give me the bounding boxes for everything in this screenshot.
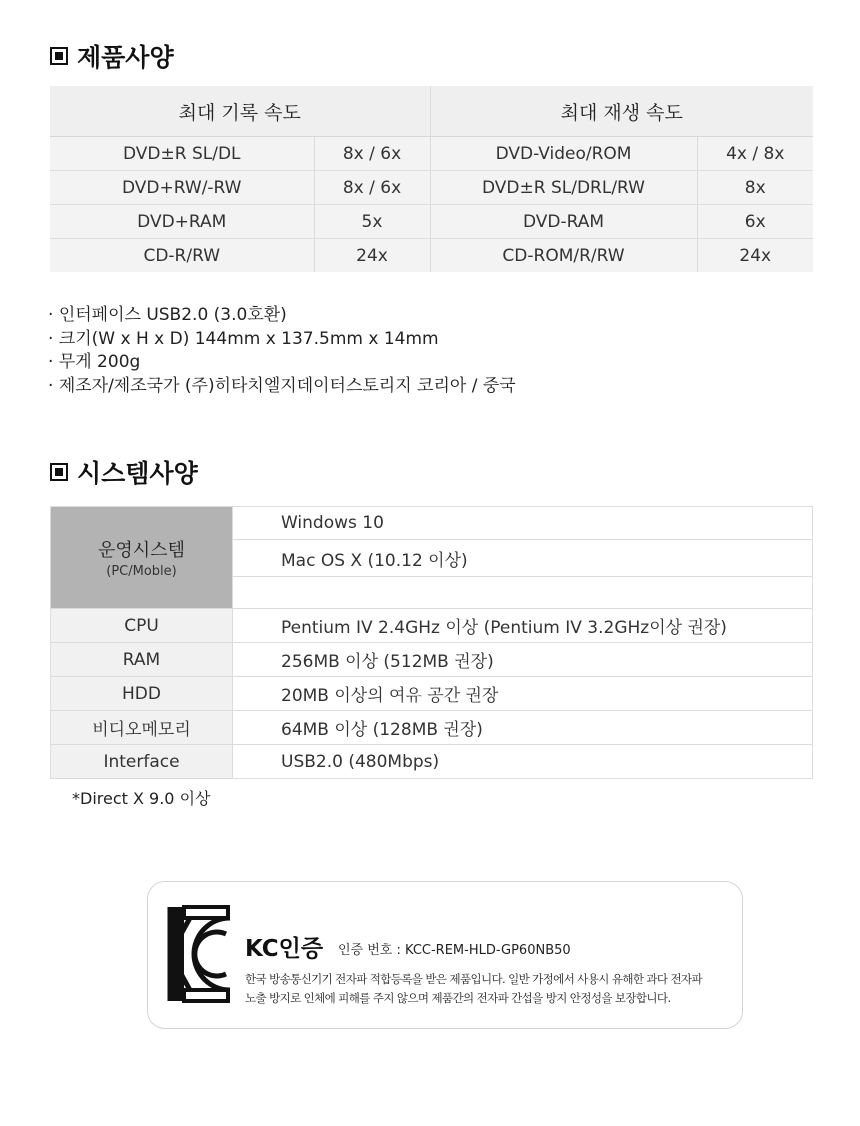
spec-value: USB2.0 (480Mbps) (233, 745, 813, 779)
kc-description (245, 970, 702, 1008)
os-label-cell (51, 507, 233, 609)
spec-header-row (50, 86, 813, 137)
table-cell: 6x (697, 205, 813, 239)
table-cell: 5x (314, 205, 430, 239)
spec-label: RAM (51, 643, 233, 677)
table-row (50, 171, 813, 205)
table-cell: 8x / 6x (314, 137, 430, 171)
table-row (51, 609, 813, 643)
spec-value: 256MB 이상 (512MB 권장) (233, 643, 813, 677)
kc-certification-box (147, 881, 743, 1029)
os-label: 운영시스템 (98, 540, 185, 561)
spec-label: HDD (51, 677, 233, 711)
table-cell: DVD+RW/-RW (50, 171, 314, 205)
system-spec-title: 시스템사양 (77, 459, 198, 488)
spec-label: 비디오메모리 (51, 711, 233, 745)
spec-value: Pentium IV 2.4GHz 이상 (Pentium IV 3.2GHz이상 권장) (233, 609, 813, 643)
product-spec-title: 제품사양 (77, 43, 174, 72)
kc-desc-line: 노출 방지로 인체에 피해를 주지 않으며 제품간의 전자파 간섭을 방지 안정성을 보장합니다. (245, 991, 671, 1005)
max-read-speed-header: 최대 재생 속도 (430, 86, 813, 137)
kc-cert-number: 인증 번호 : KCC-REM-HLD-GP60NB50 (338, 943, 571, 958)
kc-mark-icon (166, 904, 232, 1004)
table-cell: 24x (739, 245, 772, 266)
table-row (51, 677, 813, 711)
table-cell: CD-ROM/R/RW (430, 239, 697, 273)
table-cell: 24x (314, 239, 430, 273)
system-spec-heading (50, 454, 198, 490)
spec-label: Interface (51, 745, 233, 779)
os-value: Windows 10 (233, 507, 813, 540)
list-item: · 무게 200g (48, 351, 516, 375)
table-row (51, 711, 813, 745)
os-sublabel: (PC/Moble) (106, 564, 177, 579)
table-row (50, 239, 813, 273)
table-cell: DVD-Video/ROM (430, 137, 697, 171)
os-value (233, 577, 813, 609)
table-row (51, 643, 813, 677)
spec-value: 20MB 이상의 여유 공간 권장 (233, 677, 813, 711)
max-write-speed-header: 최대 기록 속도 (50, 86, 430, 137)
table-cell: DVD-RAM (430, 205, 697, 239)
table-row (50, 137, 813, 171)
kc-title: KC인증 (245, 936, 324, 962)
table-cell: 8x / 6x (314, 171, 430, 205)
product-spec-table (50, 86, 813, 272)
list-item: · 크기(W x H x D) 144mm x 137.5mm x 14mm (48, 328, 516, 352)
product-bullet-list (48, 304, 516, 398)
table-cell: CD-R/RW (50, 239, 314, 273)
table-cell: DVD±R SL/DRL/RW (430, 171, 697, 205)
directx-note: *Direct X 9.0 이상 (72, 789, 211, 808)
table-row (51, 507, 813, 540)
spec-label: CPU (51, 609, 233, 643)
table-row (50, 205, 813, 239)
spec-value: 64MB 이상 (128MB 권장) (233, 711, 813, 745)
product-spec-heading (50, 38, 174, 74)
table-cell: 8x (697, 171, 813, 205)
list-item: · 인터페이스 USB2.0 (3.0호환) (48, 304, 516, 328)
table-cell: DVD±R SL/DL (50, 137, 314, 171)
list-item: · 제조자/제조국가 (주)히타치엘지데이터스토리지 코리아 / 중국 (48, 375, 516, 399)
table-cell: DVD+RAM (50, 205, 314, 239)
square-bullet-icon (50, 463, 68, 481)
table-row (51, 745, 813, 779)
os-value: Mac OS X (10.12 이상) (233, 540, 813, 577)
square-bullet-icon (50, 47, 68, 65)
system-spec-table (50, 506, 813, 779)
table-cell: 4x / 8x (697, 137, 813, 171)
kc-desc-line: 한국 방송통신기기 전자파 적합등록을 받은 제품입니다. 일반 가정에서 사용시 유해한 과다 전자파 (245, 972, 703, 986)
